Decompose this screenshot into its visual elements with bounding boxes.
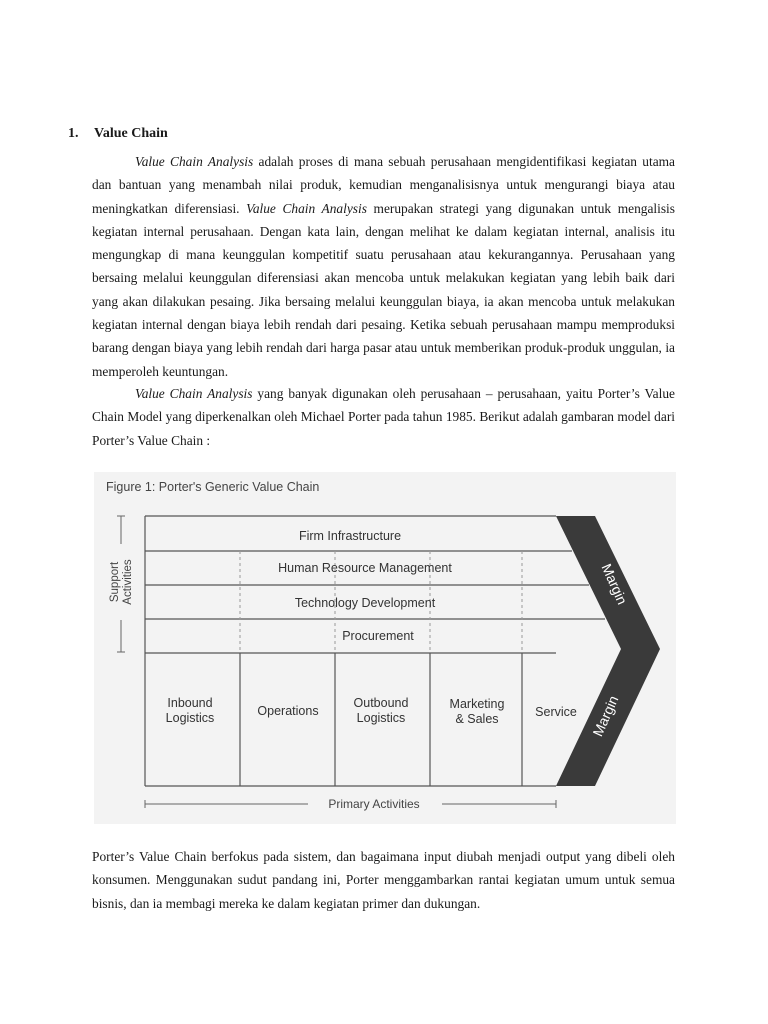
primary-inbound-line1: Inbound: [167, 696, 213, 710]
porter-value-chain-figure: [94, 472, 676, 824]
primary-activities-text: Primary Activities: [328, 797, 420, 811]
paragraph-porter-model: [92, 382, 675, 452]
term-italic: Value Chain Analysis: [135, 154, 254, 169]
primary-outbound-line2: Logistics: [356, 711, 406, 725]
section-title: Value Chain: [94, 126, 168, 141]
paragraph-value-chain-analysis: [92, 150, 675, 383]
section-heading: [68, 126, 168, 142]
paragraph-text: yang banyak digunakan oleh perusahaan – perusahaan, yaitu Porter’s Value Chain Model yang diperkenalkan oleh Michael Porter pada tahun 1985. Berikut adalah gambaran model dari Porter’s Value Chain :: [92, 386, 675, 448]
figure-title: Figure 1: Porter's Generic Value Chain: [106, 480, 320, 494]
primary-activities-label: [145, 797, 556, 811]
section-number: 1.: [68, 126, 79, 141]
primary-marketing-line1: Marketing: [449, 697, 505, 711]
term-italic: Value Chain Analysis: [135, 386, 253, 401]
support-row-technology: Technology Development: [294, 596, 436, 610]
support-label-line1: Support: [109, 561, 121, 603]
primary-operations: Operations: [257, 704, 319, 718]
margin-label-top: Margin: [598, 561, 631, 607]
paragraph-text: merupakan strategi yang digunakan untuk mengalisis kegiatan internal perusahaan. Dengan kata lain, dengan melihat ke dalam kegiatan internal, analisis itu mengungkap di mana keunggulan kompetitif suatu perusahaan atau kekurangannya. Perusahaan yang bersaing melalui keunggulan diferensiasi akan mencoba untuk melakukan kegiatan yang lebih baik dari yang akan dilakukan pesaing. Jika bersaing melalui keunggulan biaya, ia akan mencoba untuk melakukan kegiatan internal dengan biaya lebih rendah dari pesaing. Ketika sebuah perusahaan mampu memproduksi barang dengan biaya yang lebih rendah dari harga pasar atau untuk memberikan produk-produk unggulan, ia memperoleh keuntungan.: [92, 200, 675, 379]
margin-label-bottom: Margin: [589, 693, 622, 739]
support-row-procurement: Procurement: [342, 629, 414, 643]
term-italic: Value Chain Analysis: [246, 200, 367, 216]
primary-outbound-line1: Outbound: [353, 696, 409, 710]
frame-lines: [145, 516, 605, 786]
paragraph-porter-focus: Porter’s Value Chain berfokus pada sistem, dan bagaimana input diubah menjadi output yang dibeli oleh konsumen. Menggunakan sudut pandang ini, Porter menggambarkan rantai kegiatan umum untuk semua bisnis, dan ia membagi mereka ke dalam kegiatan primer dan dukungan.: [92, 849, 675, 911]
support-activities-label: [109, 516, 134, 652]
primary-service: Service: [535, 705, 577, 719]
paragraph-text: adalah proses di mana sebuah perusahaan mengidentifikasi kegiatan utama dan bantuan yang menambah nilai produk, kemudian menganalisisnya untuk mengurangi biaya atau meningkatkan diferensiasi.: [92, 154, 675, 216]
primary-inbound-line2: Logistics: [165, 711, 215, 725]
support-label-line2: Activities: [122, 559, 134, 605]
support-row-hrm: Human Resource Management: [278, 561, 452, 575]
support-row-firm-infrastructure: Firm Infrastructure: [298, 529, 402, 543]
value-chain-diagram: [94, 472, 676, 824]
primary-marketing-line2: & Sales: [455, 712, 499, 726]
margin-chevron: [556, 516, 660, 786]
